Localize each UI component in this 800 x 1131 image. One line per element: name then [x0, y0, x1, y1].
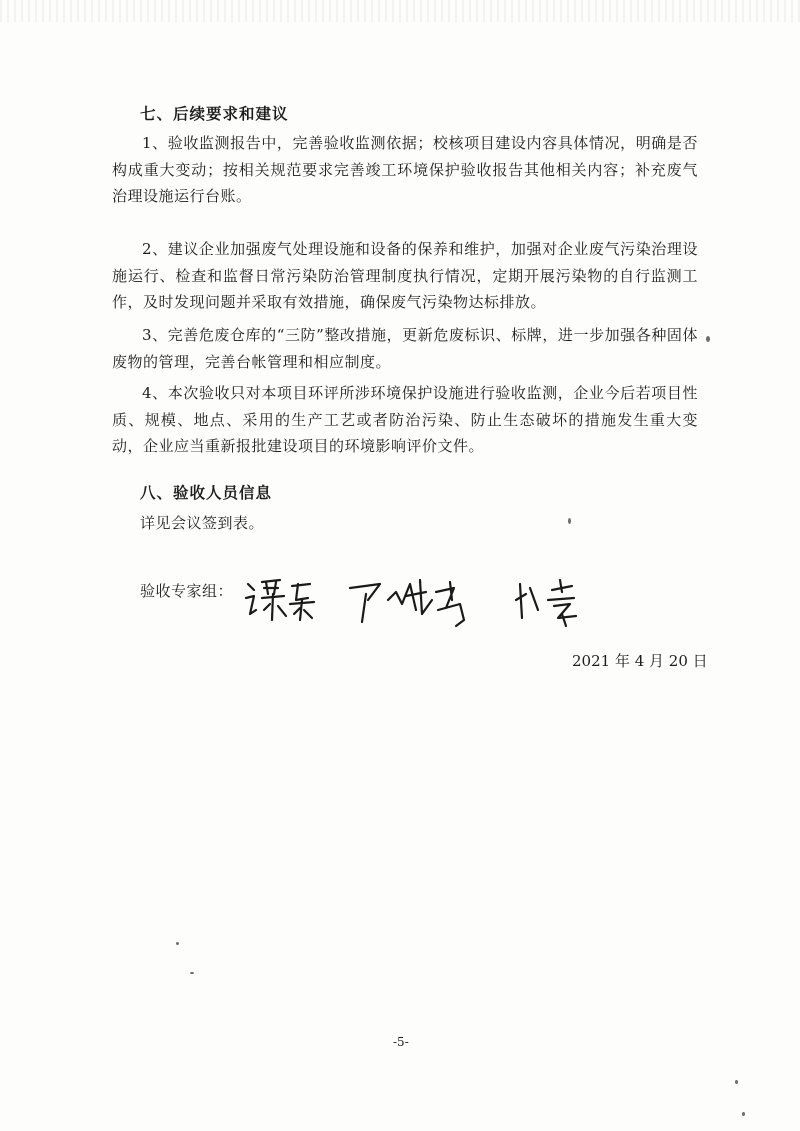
requirement-item-3: 3、完善危废仓库的“三防”整改措施，更新危废标识、标牌，进一步加强各种固体废物的管理，完善台帐管理和相应制度。: [112, 326, 698, 371]
expert-signature-block: [140, 570, 600, 630]
requirement-item-2: 2、建议企业加强废气处理设施和设备的保养和维护，加强对企业废气污染治理设施运行、检查和监督日常污染防治管理制度执行情况，定期开展污染物的自行监测工作，及时发现问题并采取有效措施，确保废气污染物达标排放。: [112, 240, 698, 311]
signature-label: 验收专家组：: [140, 582, 234, 600]
scan-speck: [706, 336, 710, 342]
scan-noise-strip: [0, 0, 800, 22]
requirement-item-1: 1、验收监测报告中，完善验收监测依据；校核项目建设内容具体情况，明确是否构成重大变动；按相关规范要求完善竣工环境保护验收报告其他相关内容；补充废气治理设施运行台账。: [112, 134, 698, 205]
requirement-item-4: 4、本次验收只对本项目环评所涉环境保护设施进行验收监测，企业今后若项目性质、规模、地点、采用的生产工艺或者防治污染、防止生态破坏的措施发生重大变动，企业应当重新报批建设项目的环境影响评价文件。: [112, 384, 698, 455]
scan-speck: [742, 1112, 745, 1116]
scan-speck: [735, 1080, 738, 1084]
section-8-heading: 八、验收人员信息: [140, 483, 273, 502]
section-7-heading: 七、后续要求和建议: [140, 104, 289, 123]
signing-date: 2021 年 4 月 20 日: [572, 652, 708, 670]
page-number: -5-: [393, 1035, 409, 1049]
attendee-note: 详见会议签到表。: [140, 514, 265, 532]
scan-speck: [176, 942, 179, 945]
handwritten-signatures: [240, 570, 600, 630]
scan-speck: [190, 972, 194, 974]
scan-speck: [568, 518, 571, 524]
